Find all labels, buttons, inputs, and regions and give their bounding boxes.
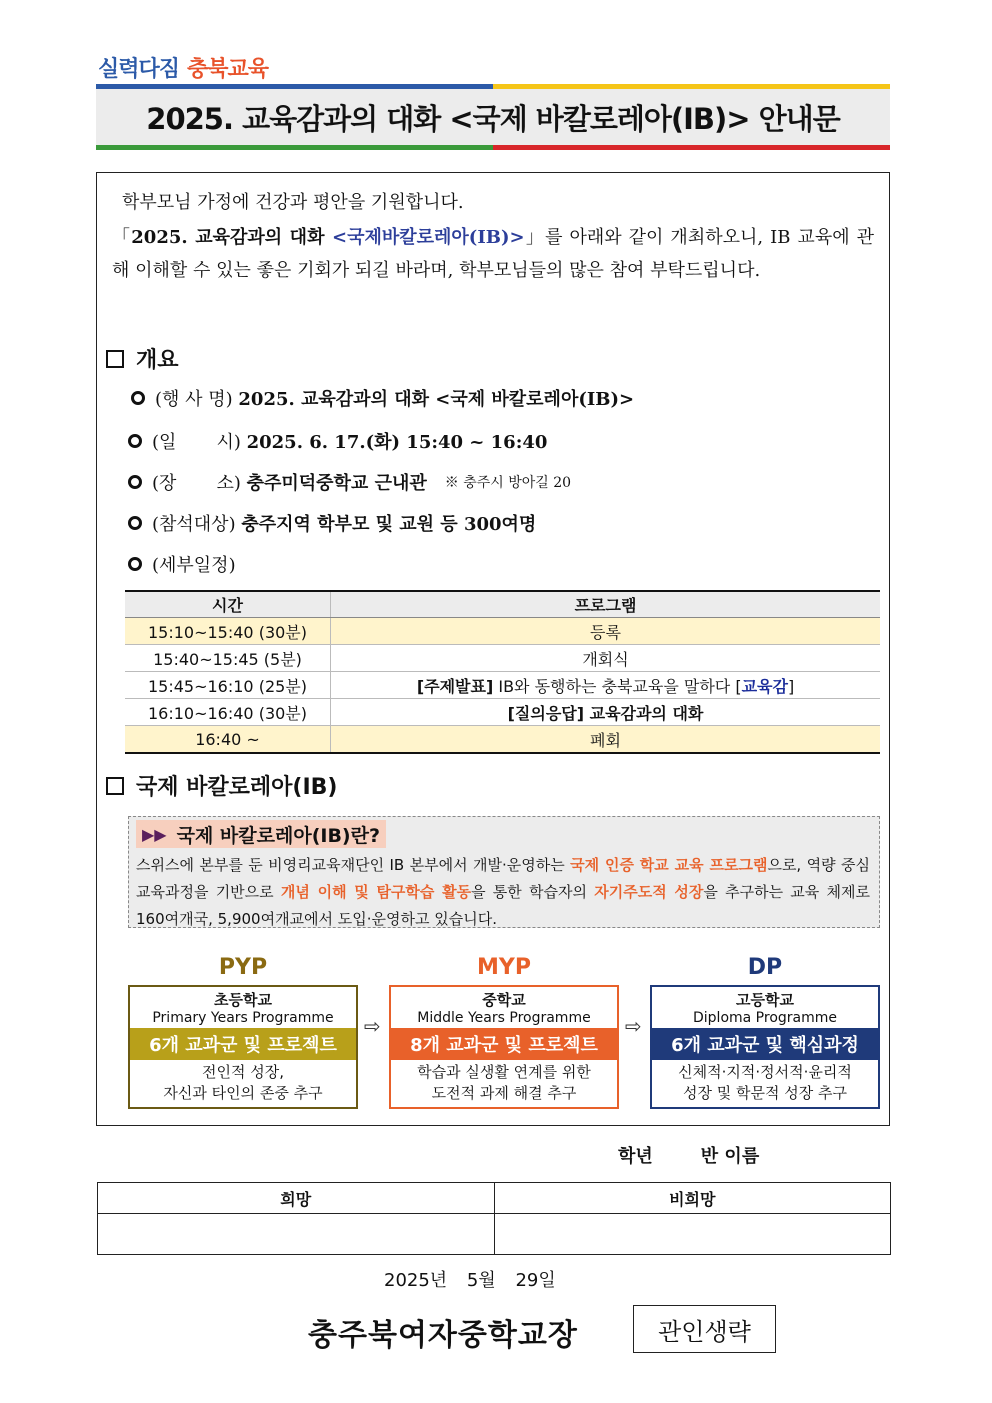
item-label: (장 소): [152, 473, 241, 494]
table-row: [125, 726, 880, 754]
item-note: ※ 충주시 방아길 20: [444, 475, 572, 491]
circle-bullet-icon: [128, 475, 142, 489]
intro-paragraph: [112, 221, 874, 287]
checkbox-square-icon: [106, 350, 124, 368]
logo: [98, 52, 268, 83]
dp-korean: 고등학교: [736, 991, 794, 1009]
intro-rest: 」를 아래와 같이 개최하오니, IB 교육에 관해 이해할 수 있는 좋은 기회가 되길 바라며, 학부모님들의 많은 참여 부탁드립니다.: [112, 227, 874, 281]
logo-part2: 충북교육: [187, 57, 269, 82]
item-value: 충주지역 학부모 및 교원 등 300여명: [241, 514, 537, 535]
circle-bullet-icon: [128, 434, 142, 448]
item-value: 2025. 교육감과의 대화 <국제 바칼로레아(IB)>: [238, 389, 635, 410]
table-row: [125, 645, 880, 672]
logo-part1: 실력다짐: [98, 57, 180, 82]
pyp-desc-2: 자신과 타인의 존중 추구: [163, 1084, 323, 1102]
myp-korean: 중학교: [482, 991, 526, 1009]
ib-info-heading: [136, 820, 386, 848]
pyp-english: Primary Years Programme: [152, 1010, 334, 1026]
no-hope-answer-cell[interactable]: [494, 1214, 891, 1255]
overview-item-attendees: [128, 510, 536, 536]
hope-answer-cell[interactable]: [98, 1214, 495, 1255]
table-header-row: [125, 591, 880, 618]
program-speaker: 교육감: [741, 676, 788, 696]
arrow-right-icon: ⇨: [625, 1014, 642, 1038]
program-text: [질의응답] 교육감과의 대화: [507, 703, 704, 723]
cell-time: 15:40~15:45 (5분): [125, 645, 331, 672]
header-program: 프로그램: [331, 591, 881, 618]
pyp-korean: 초등학교: [214, 991, 272, 1009]
greeting: 학부모님 가정에 건강과 평안을 기원합니다.: [122, 192, 464, 213]
overview-item-event: [131, 385, 634, 411]
item-label: (일 시): [152, 432, 241, 453]
hope-header: 희망: [98, 1183, 495, 1214]
cell-program: 등록: [331, 618, 881, 645]
overview-item-schedule: [128, 551, 236, 577]
item-label: (행 사 명): [155, 389, 233, 410]
overview-item-place: [128, 469, 571, 495]
reply-answer-row: [98, 1214, 891, 1255]
myp-desc-2: 도전적 과제 해결 추구: [431, 1084, 577, 1102]
ib-highlight-3: 자기주도적 성장: [594, 883, 704, 901]
program-tag: [주제발표]: [416, 676, 494, 696]
checkbox-square-icon: [106, 777, 124, 795]
cell-time: 16:10~16:40 (30분): [125, 699, 331, 726]
double-arrow-icon: ▶▶: [142, 824, 167, 844]
no-hope-header: 비희망: [494, 1183, 891, 1214]
title-bottom-bar: [96, 145, 890, 150]
table-row: [125, 699, 880, 726]
table-row: [125, 618, 880, 645]
ib-text-1: 스위스에 본부를 둔 비영리교육재단인 IB 본부에서 개발·운영하는: [136, 856, 571, 874]
pyp-band: 6개 교과군 및 프로젝트: [130, 1028, 356, 1060]
pyp-desc-1: 전인적 성장,: [202, 1063, 284, 1081]
ib-text-3: 을 통한 학습자의: [471, 883, 595, 901]
program-text: IB와 동행하는 충북교육을 말하다 [: [493, 676, 742, 696]
cell-program: [331, 699, 881, 726]
schedule-table: [125, 590, 880, 754]
ib-text-2: 으로, 역량 중심 교육과정을 기반으로: [136, 856, 870, 901]
myp-english: Middle Years Programme: [417, 1010, 591, 1026]
dp-desc-1: 신체적·지적·정서적·윤리적: [678, 1063, 852, 1081]
cell-time: 15:45~16:10 (25분): [125, 672, 331, 699]
intro-event: 2025. 교육감과의 대화: [131, 227, 332, 248]
cell-time: 15:10~15:40 (30분): [125, 618, 331, 645]
dp-english: Diploma Programme: [693, 1010, 837, 1026]
cell-program: [331, 672, 881, 699]
item-value: 충주미덕중학교 근내관: [246, 473, 427, 494]
reply-header-row: [98, 1183, 891, 1214]
page-title: 2025. 교육감과의 대화 <국제 바칼로레아(IB)> 안내문: [96, 89, 890, 145]
seal-box: 관인생략: [633, 1305, 776, 1353]
item-label: (참석대상): [152, 514, 236, 535]
item-value: 2025. 6. 17.(화) 15:40 ~ 16:40: [246, 432, 548, 453]
myp-card: [389, 985, 619, 1109]
cell-program: 개회식: [331, 645, 881, 672]
section-ib-heading: [106, 770, 338, 801]
circle-bullet-icon: [128, 557, 142, 571]
dp-card: [650, 985, 880, 1109]
dp-desc-2: 성장 및 학문적 성장 추구: [683, 1084, 847, 1102]
section-ib-title: 국제 바칼로레아(IB): [136, 775, 338, 800]
cell-time: 16:40 ~: [125, 726, 331, 754]
ib-heading-text: 국제 바칼로레아(IB)란?: [176, 824, 380, 847]
pyp-code: PYP: [218, 955, 268, 980]
section-overview-title: 개요: [136, 348, 179, 373]
myp-band: 8개 교과군 및 프로젝트: [391, 1028, 617, 1060]
overview-item-datetime: [128, 428, 547, 454]
pyp-card: [128, 985, 358, 1109]
circle-bullet-icon: [128, 516, 142, 530]
program-close-bracket: ]: [787, 676, 795, 696]
myp-code: MYP: [477, 955, 531, 980]
ib-highlight-2: 개념 이해 및 탐구학습 활동: [280, 883, 472, 901]
item-label: (세부일정): [152, 555, 236, 576]
cell-program: 폐회: [331, 726, 881, 754]
dp-band: 6개 교과군 및 핵심과정: [652, 1028, 878, 1060]
circle-bullet-icon: [131, 391, 145, 405]
ib-info-text: [136, 852, 870, 933]
student-info-label: [618, 1142, 759, 1168]
ib-text-4: 을 추구하는 교육 체제로 160여개국, 5,900여개교에서 도입·운영하고 있습니다.: [136, 883, 870, 928]
dp-code: DP: [747, 955, 783, 980]
section-overview-heading: [106, 343, 179, 374]
arrow-right-icon: ⇨: [364, 1014, 381, 1038]
ib-highlight-1: 국제 인증 학교 교육 프로그램: [570, 856, 768, 874]
myp-desc-1: 학습과 실생활 연계를 위한: [417, 1063, 591, 1081]
header-time: 시간: [125, 591, 331, 618]
reply-table: [97, 1182, 891, 1255]
title-banner: [96, 84, 890, 150]
class-name-label: 반 이름: [700, 1146, 760, 1167]
intro-open-bracket: 「: [112, 227, 132, 248]
grade-label: 학년: [618, 1146, 653, 1167]
signer: 충주북여자중학교장: [308, 1318, 578, 1353]
intro-event-ib: <국제바칼로레아(IB)>: [332, 227, 525, 248]
table-row: [125, 672, 880, 699]
document-date: 2025년 5월 29일: [384, 1270, 556, 1291]
